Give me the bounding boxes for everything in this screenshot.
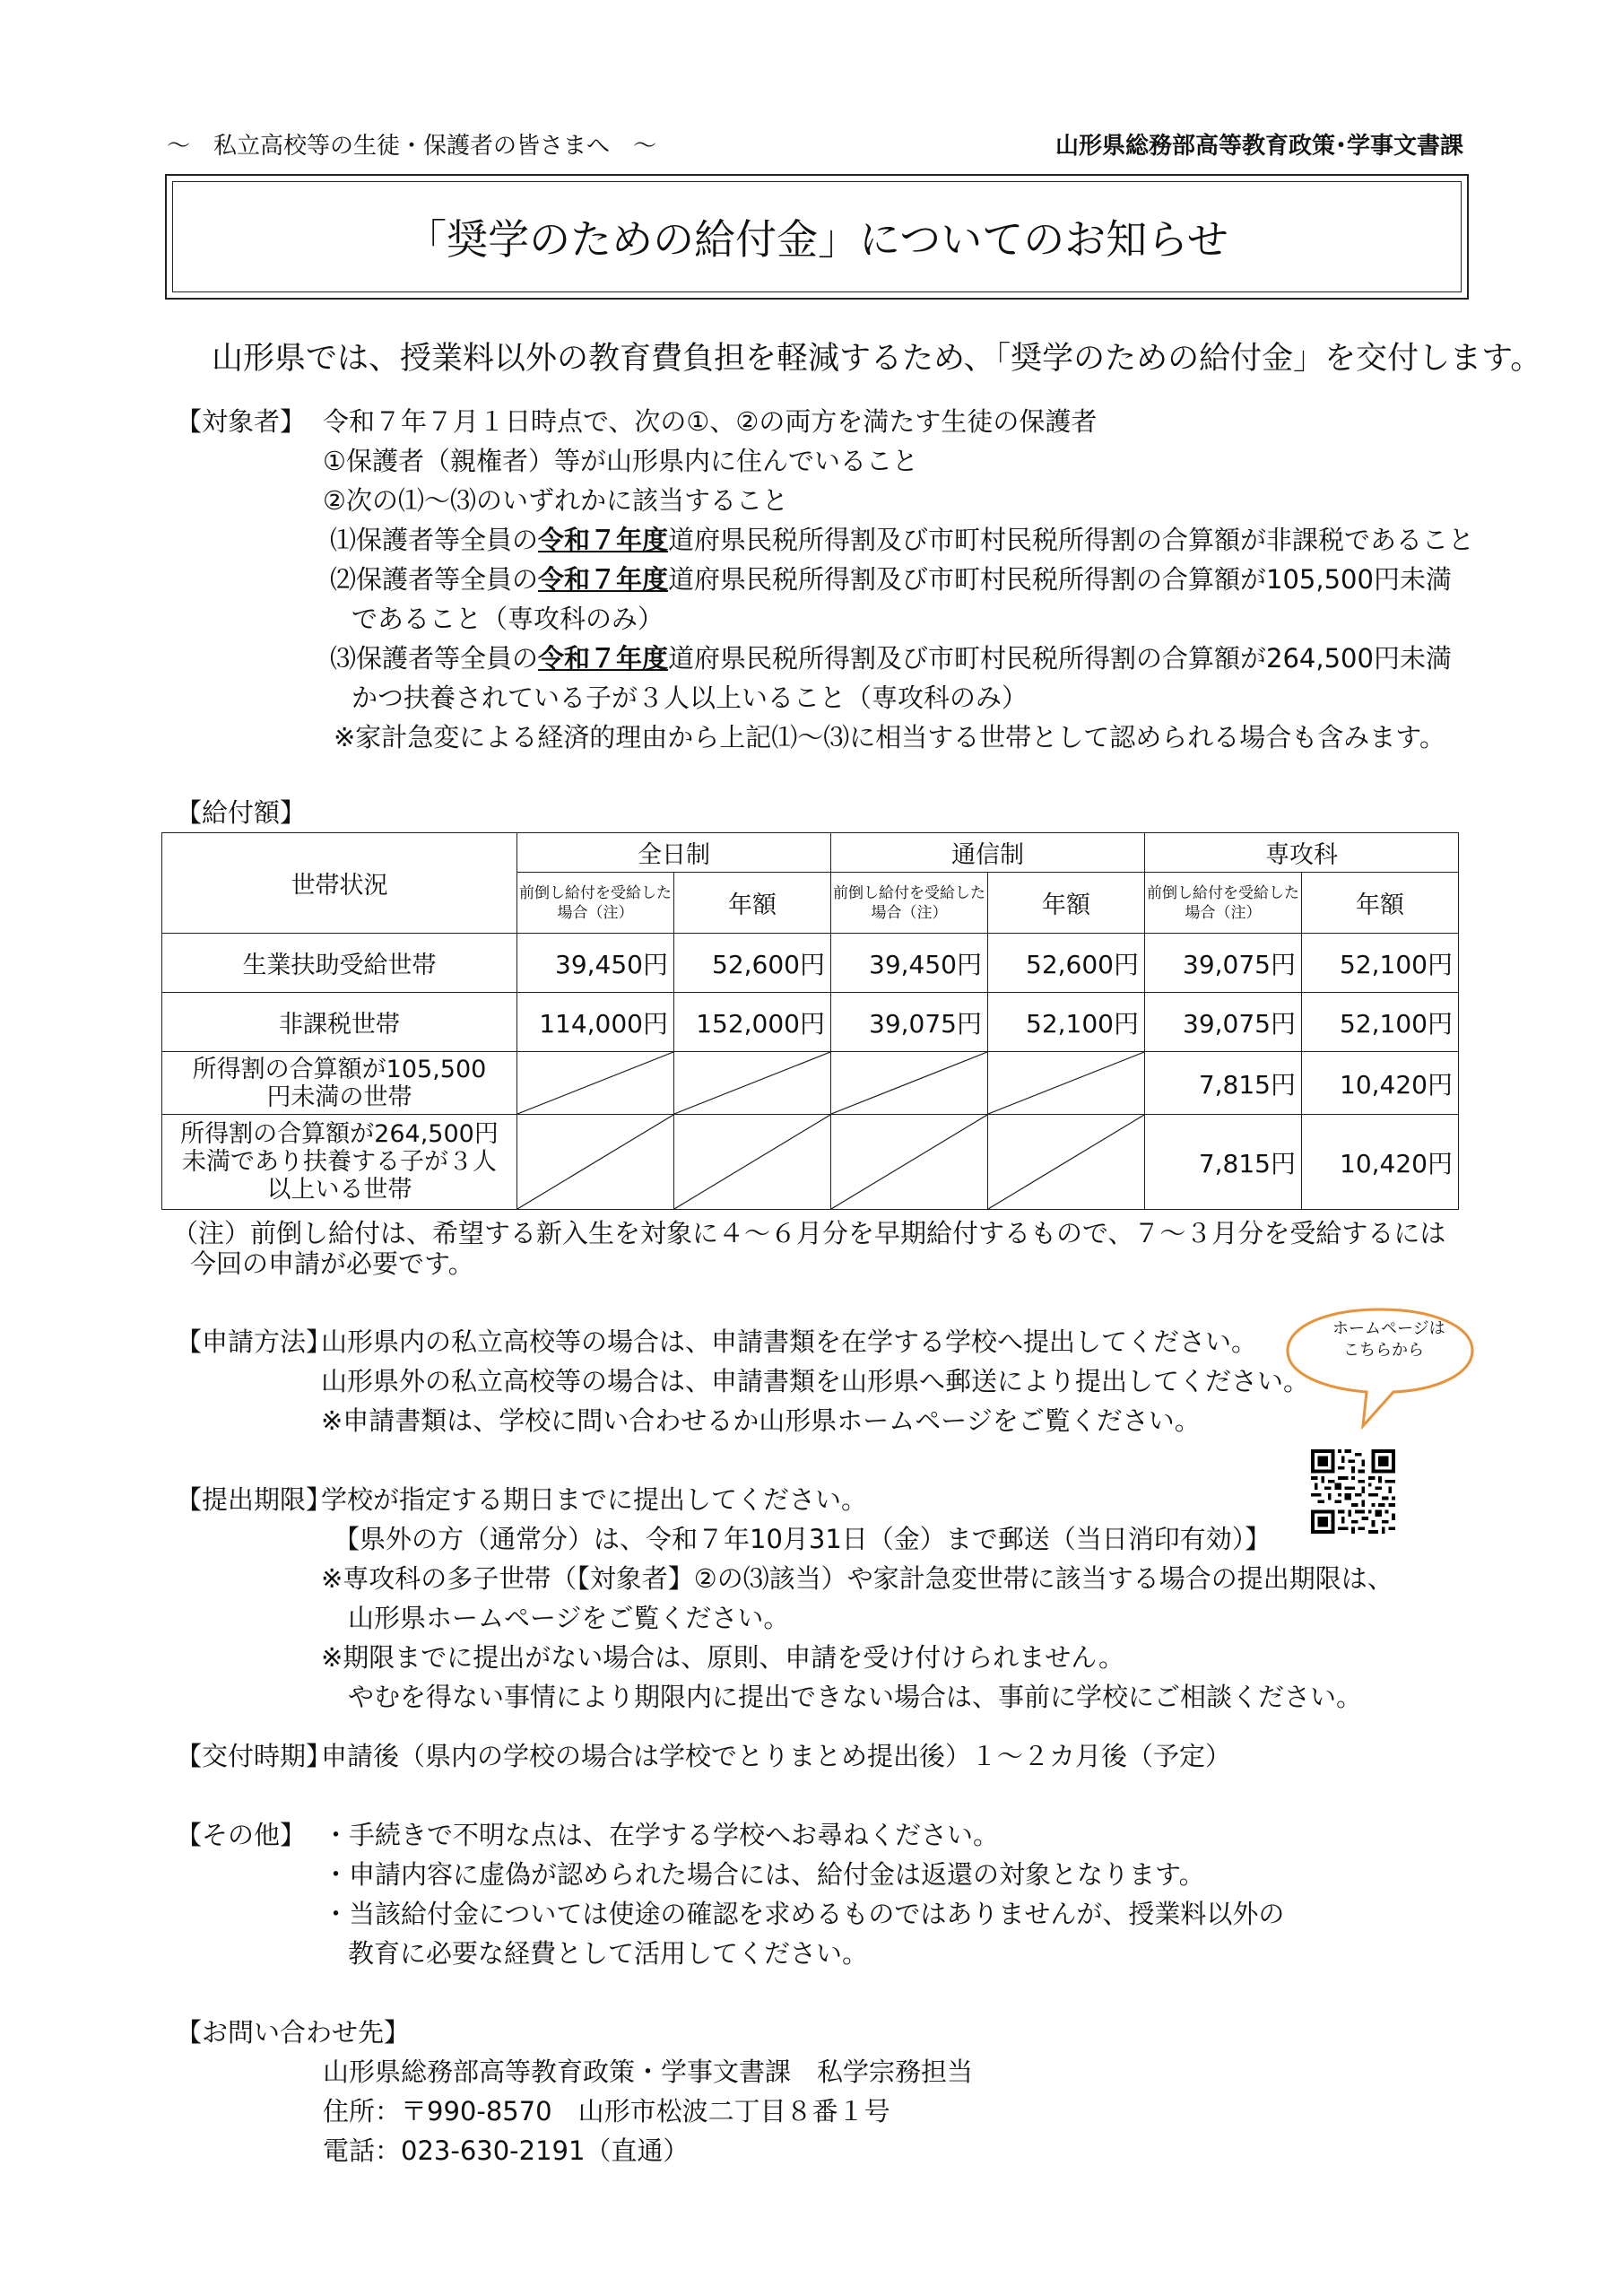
page-title: 「奨学のための給付金」についてのお知らせ <box>172 181 1462 292</box>
amount-cell: 52,100円 <box>988 993 1145 1052</box>
not-applicable-cell <box>988 1052 1145 1115</box>
header-annual: 年額 <box>988 873 1145 934</box>
amount-cell: 114,000円 <box>517 993 674 1052</box>
header-audience: ～ 私立高校等の生徒・保護者の皆さまへ ～ <box>167 133 657 160</box>
amount-cell: 39,075円 <box>1145 934 1302 993</box>
row-label: 非課税世帯 <box>162 993 517 1052</box>
apply-line1: 山形県内の私立高校等の場合は、申請書類を在学する学校へ提出してください。 <box>321 1326 1258 1357</box>
amount-cell: 7,815円 <box>1145 1052 1302 1115</box>
contact-line3: 電話：023-630-2191（直通） <box>323 2135 690 2166</box>
target-label: 【対象者】 <box>176 406 307 437</box>
not-applicable-cell <box>674 1052 831 1115</box>
amount-label: 【給付額】 <box>176 797 307 828</box>
amount-cell: 152,000円 <box>674 993 831 1052</box>
deadline-line3: ※専攻科の多子世帯（【対象者】②の⑶該当）や家計急変世帯に該当する場合の提出期限は、 <box>321 1563 1393 1594</box>
timing-label: 【交付時期】 <box>176 1741 333 1771</box>
apply-line2: 山形県外の私立高校等の場合は、申請書類を山形県へ郵送により提出してください。 <box>321 1366 1310 1396</box>
other-line1: ・手続きで不明な点は、在学する学校へお尋ねください。 <box>323 1820 1000 1850</box>
amount-cell: 39,075円 <box>1145 993 1302 1052</box>
target-condition-1: ⑴保護者等全員の令和７年度道府県民税所得割及び市町村民税所得割の合算額が非課税であること <box>330 525 1475 555</box>
deadline-line1: 学校が指定する期日までに提出してください。 <box>321 1484 868 1515</box>
not-applicable-cell <box>517 1052 674 1115</box>
qr-code-icon[interactable] <box>1311 1449 1395 1534</box>
amount-cell: 52,600円 <box>674 934 831 993</box>
bubble-line1: ホームページは <box>1332 1319 1445 1338</box>
amount-note-2: 今回の申請が必要です。 <box>190 1248 474 1279</box>
target-line1: 令和７年７月１日時点で、次の①、②の両方を満たす生徒の保護者 <box>323 406 1098 437</box>
header-annual: 年額 <box>674 873 831 934</box>
amount-cell: 39,450円 <box>517 934 674 993</box>
table-row <box>162 993 1459 1052</box>
amount-cell: 10,420円 <box>1302 1115 1459 1210</box>
not-applicable-cell <box>831 1115 988 1210</box>
target-condition-2: ⑵保護者等全員の令和７年度道府県民税所得割及び市町村民税所得割の合算額が105,500円未満 <box>330 564 1452 595</box>
amount-cell: 39,075円 <box>831 993 988 1052</box>
row-label: 所得割の合算額が264,500円未満であり扶養する子が３人以上いる世帯 <box>162 1115 517 1210</box>
row-label: 所得割の合算額が105,500円未満の世帯 <box>162 1052 517 1115</box>
not-applicable-cell <box>988 1115 1145 1210</box>
header-fulltime: 全日制 <box>517 833 831 873</box>
other-label: 【その他】 <box>176 1820 307 1850</box>
amount-note-1: （注）前倒し給付は、希望する新入生を対象に４～６月分を早期給付するもので、７～３月分を受給するには <box>172 1218 1446 1248</box>
amount-table <box>161 832 1459 1210</box>
not-applicable-cell <box>674 1115 831 1210</box>
contact-line1: 山形県総務部高等教育政策・学事文書課 私学宗務担当 <box>323 2057 974 2087</box>
amount-cell: 52,100円 <box>1302 934 1459 993</box>
contact-line2: 住所：〒990-8570 山形市松波二丁目８番１号 <box>323 2096 890 2126</box>
header-advance-payment: 前倒し給付を受給した場合（注） <box>1145 873 1302 934</box>
table-row <box>162 1115 1459 1210</box>
deadline-line6: やむを得ない事情により期限内に提出できない場合は、事前に学校にご相談ください。 <box>348 1682 1363 1712</box>
header-advanced: 専攻科 <box>1145 833 1459 873</box>
not-applicable-cell <box>517 1115 674 1210</box>
target-condition-2-cont: であること（専攻科のみ） <box>352 604 664 634</box>
amount-cell: 52,600円 <box>988 934 1145 993</box>
amount-cell: 10,420円 <box>1302 1052 1459 1115</box>
target-note: ※家計急変による経済的理由から上記⑴～⑶に相当する世帯として認められる場合も含みます。 <box>334 722 1445 752</box>
target-line2: ①保護者（親権者）等が山形県内に住んでいること <box>323 446 918 476</box>
lead-text: 山形県では、授業料以外の教育費負担を軽減するため、「奨学のための給付金」を交付します。 <box>212 341 1542 377</box>
header-annual: 年額 <box>1302 873 1459 934</box>
target-condition-3: ⑶保護者等全員の令和７年度道府県民税所得割及び市町村民税所得割の合算額が264,500円未満 <box>330 643 1452 674</box>
deadline-line4: 山形県ホームページをご覧ください。 <box>348 1603 790 1633</box>
header-advance-payment: 前倒し給付を受給した場合（注） <box>517 873 674 934</box>
apply-line3: ※申請書類は、学校に問い合わせるか山形県ホームページをご覧ください。 <box>321 1405 1201 1436</box>
target-condition-3-cont: かつ扶養されている子が３人以上いること（専攻科のみ） <box>352 683 1028 713</box>
title-box <box>165 174 1469 300</box>
other-line3: ・当該給付金については使途の確認を求めるものではありませんが、授業料以外の <box>323 1899 1285 1929</box>
deadline-line5: ※期限までに提出がない場合は、原則、申請を受け付けられません。 <box>321 1642 1125 1673</box>
not-applicable-cell <box>831 1052 988 1115</box>
other-line4: 教育に必要な経費として活用してください。 <box>348 1938 869 1969</box>
header-status: 世帯状況 <box>162 833 517 934</box>
row-label: 生業扶助受給世帯 <box>162 934 517 993</box>
contact-label: 【お問い合わせ先】 <box>176 2017 411 2048</box>
header-advance-payment: 前倒し給付を受給した場合（注） <box>831 873 988 934</box>
amount-cell: 52,100円 <box>1302 993 1459 1052</box>
other-line2: ・申請内容に虚偽が認められた場合には、給付金は返還の対象となります。 <box>323 1859 1205 1890</box>
table-row <box>162 934 1459 993</box>
amount-cell: 39,450円 <box>831 934 988 993</box>
deadline-label: 【提出期限】 <box>176 1484 333 1515</box>
deadline-line2: 【県外の方（通常分）は、令和７年10月31日（金）まで郵送（当日消印有効）】 <box>334 1524 1271 1554</box>
header-correspondence: 通信制 <box>831 833 1145 873</box>
target-line3: ②次の⑴～⑶のいずれかに該当すること <box>323 485 788 516</box>
timing-text: 申請後（県内の学校の場合は学校でとりまとめ提出後）１～２カ月後（予定） <box>321 1741 1232 1771</box>
bubble-line2: こちらから <box>1343 1341 1424 1360</box>
table-row <box>162 1052 1459 1115</box>
header-department: 山形県総務部高等教育政策･学事文書課 <box>1055 133 1463 160</box>
amount-cell: 7,815円 <box>1145 1115 1302 1210</box>
apply-label: 【申請方法】 <box>176 1326 333 1357</box>
